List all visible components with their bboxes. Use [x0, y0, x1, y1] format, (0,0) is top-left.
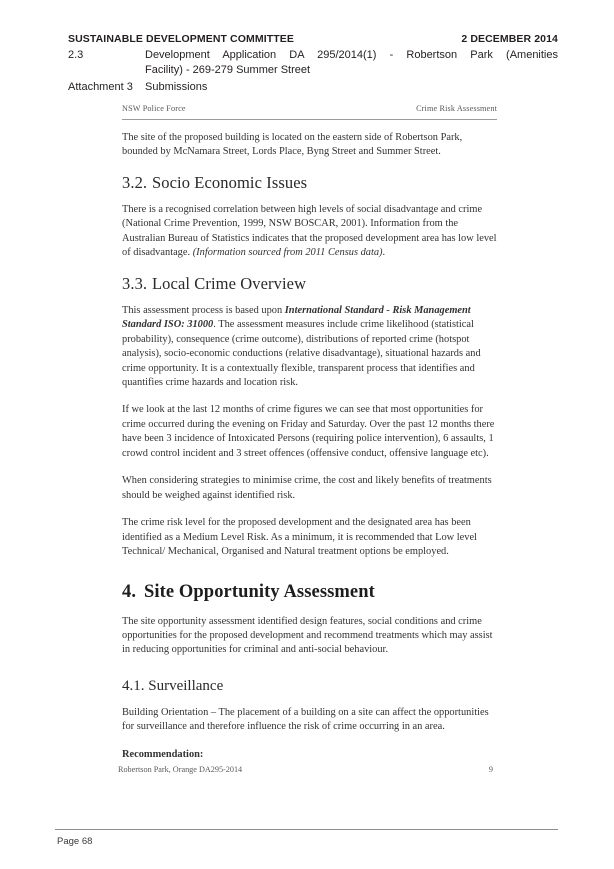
heading-3-3-number: 3.3. [122, 273, 148, 293]
heading-4 [122, 582, 497, 603]
document-footer [118, 765, 493, 774]
agenda-item-number: 2.3 [68, 49, 84, 61]
heading-3-2 [122, 173, 497, 193]
running-head-rule [122, 119, 497, 120]
paragraph-3-3-4: The crime risk level for the proposed development and the designated area has been identified as a Medium Level Risk. As a minimum, it is recommended that Low level Technical/ Mechanical, Organised and Natural treatment options be employed. [122, 517, 477, 558]
agenda-item-title-line-1: Development Application DA 295/2014(1) - Robertson Park (Amenities [145, 49, 558, 61]
document-running-head [122, 104, 497, 113]
recommendation-label: Recommendation: [122, 748, 204, 760]
paragraph-4-1: The site opportunity assessment identified design features, social conditions and crime opportunities for the proposed development and recommend treatments which may assist in reducing opportunities for criminal and anti-social behaviour. [122, 615, 493, 656]
paragraph-4-1-body: Building Orientation – The placement of a building on a site can affect the opportunities for surveillance and therefore influence the risk of crime occurring in an area. [122, 706, 489, 733]
heading-4-title: Site Opportunity Assessment [144, 581, 375, 602]
heading-3-2-number: 3.2. [122, 172, 148, 192]
heading-4-1: 4.1. Surveillance [122, 677, 224, 694]
running-head-left: NSW Police Force [122, 104, 186, 113]
paragraph-3-3-1-lead: This assessment process is based upon [122, 304, 285, 316]
footer-document-title: Robertson Park, Orange DA295-2014 [118, 765, 243, 774]
iso-standard-reference: International Standard - Risk Management Standard ISO: 31000 [122, 304, 471, 331]
attachment-label: Attachment 3 [68, 81, 133, 94]
paragraph-3-2-1 [122, 203, 497, 261]
paragraph-3-2-1-text: There is a recognised correlation between high levels of social disadvantage and crime (National Crime Prevention, 1999, NSW BOSCAR, 2001). Information from the Australian Bureau of Statistics indicates that the proposed development area has low level of disadvantage. [122, 203, 497, 259]
committee-name: SUSTAINABLE DEVELOPMENT COMMITTEE [68, 33, 294, 45]
paragraph-3-2-1-tail: . [382, 247, 386, 259]
paragraph-3-3-1-tail: . The assessment measures include crime likelihood (statistical probability), consequence (crime outcome), distributions of reported crime (hotspot analysis), socio-economic conductions (relative disadvantage), situational hazards and crime opportunity. It is a contextually flexible, transparent process that identifies and quantifies crime hazards and location risk. [122, 319, 481, 388]
paragraph-3-3-3: When considering strategies to minimise crime, the cost and likely benefits of treatments should be weighed against identified risk. [122, 475, 492, 501]
intro-paragraph: The site of the proposed building is located on the eastern side of Robertson Park, bounded by McNamara Street, Lords Place, Byng Street and Summer Street. [122, 132, 463, 158]
paragraph-3-3-1 [122, 304, 497, 391]
page-number-label: Page 68 [57, 836, 93, 847]
running-head-right: Crime Risk Assessment [416, 104, 497, 113]
heading-3-3-title: Local Crime Overview [152, 273, 307, 293]
document-body [122, 131, 497, 775]
heading-3-3 [122, 274, 497, 294]
paragraph-3-3-2: If we look at the last 12 months of crime figures we can see that most opportunities for crime occurred during the evening on Friday and Saturday. Over the past 12 months there have been 3 incidence of Intoxicated Persons (requiring police intervention), 6 assaults, 1 crowd control incident and 3 street offences (offensive conduct, offensive language etc). [122, 404, 495, 459]
footer-page-number: 9 [488, 765, 493, 774]
meeting-date: 2 DECEMBER 2014 [461, 33, 558, 45]
attachment-value: Submissions [145, 81, 208, 94]
page-bottom-rule [55, 829, 558, 830]
heading-3-2-title: Socio Economic Issues [152, 172, 308, 192]
census-source-note: (Information sourced from 2011 Census data) [192, 247, 383, 259]
heading-4-number: 4. [122, 581, 137, 602]
agenda-item-title-line-2: Facility) - 269-279 Summer Street [145, 63, 311, 76]
